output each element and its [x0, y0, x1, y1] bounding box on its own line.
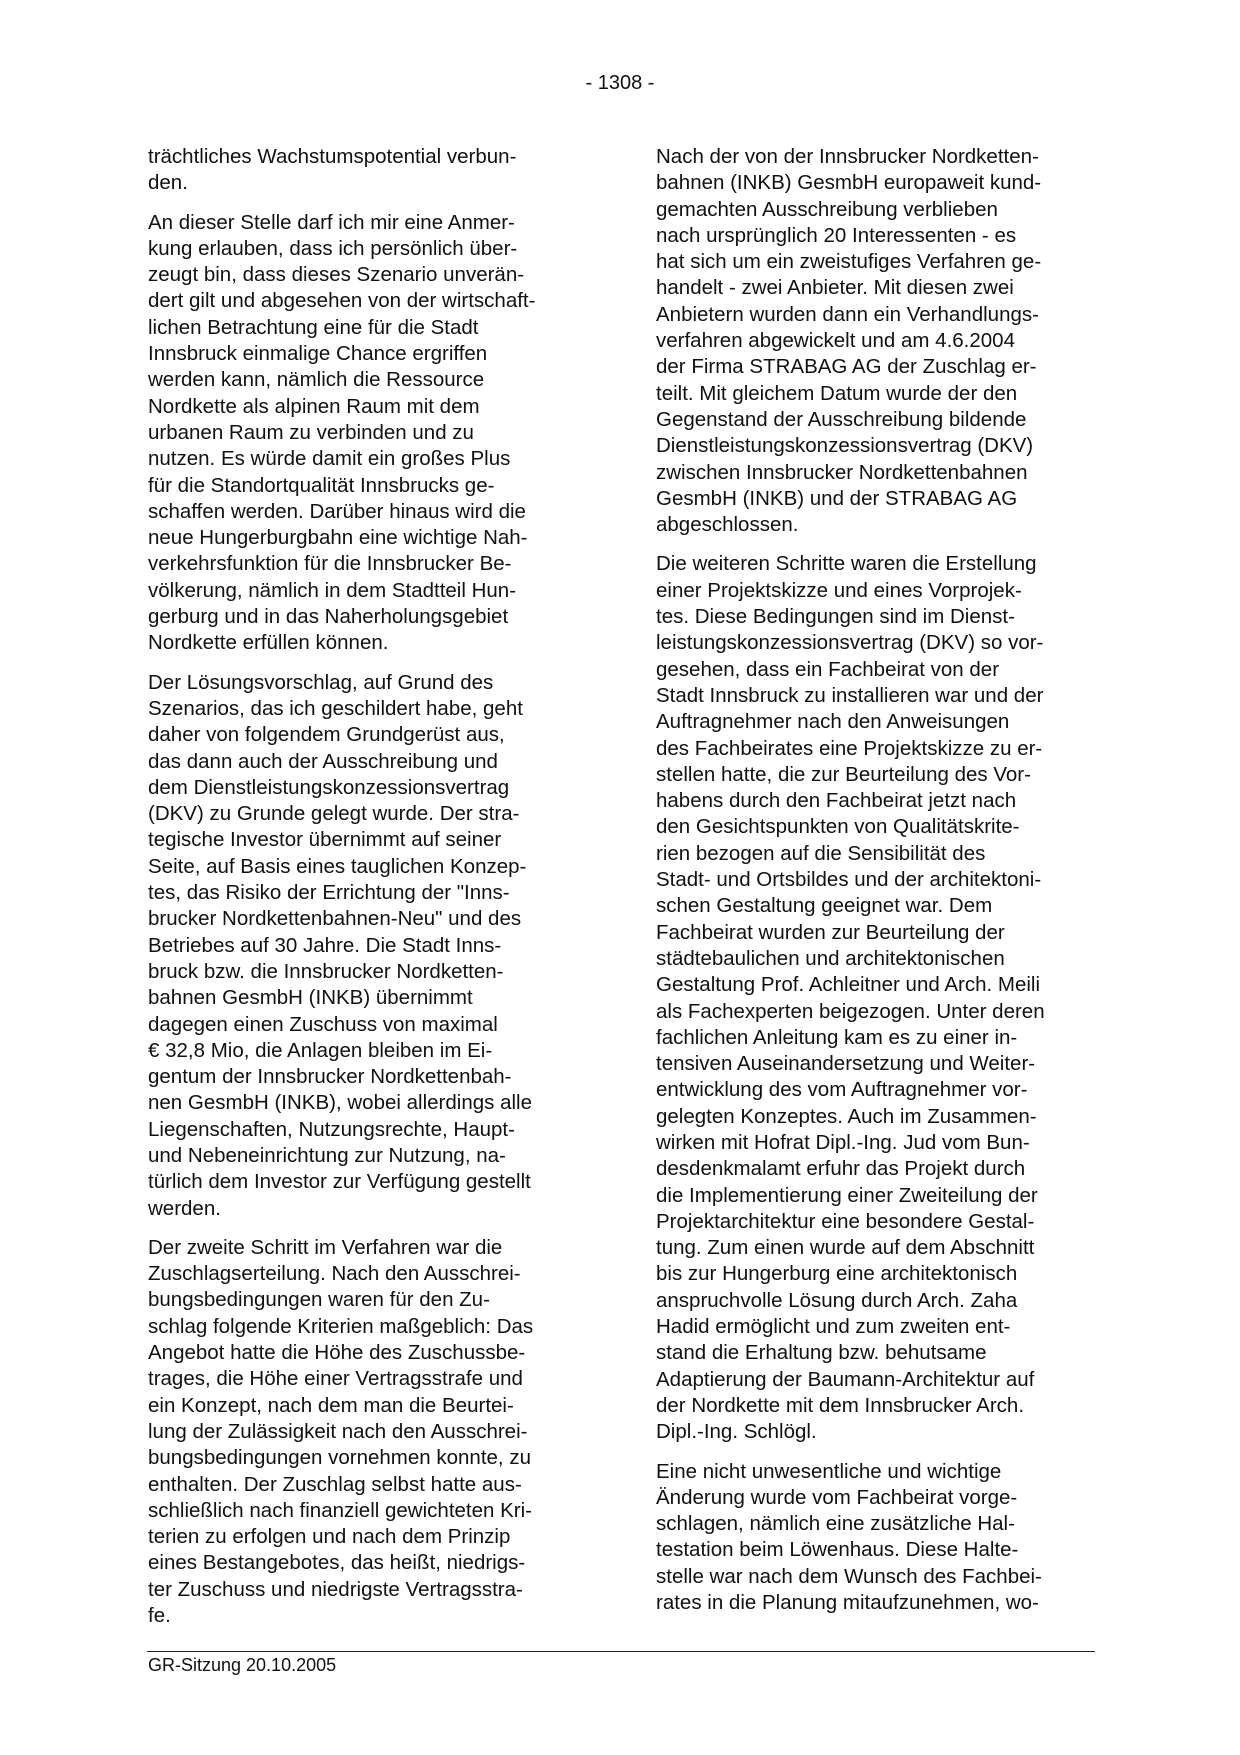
text-line: terien zu erfolgen und nach dem Prinzip [148, 1525, 511, 1549]
text-line: der Nordkette mit dem Innsbrucker Arch. [656, 1393, 1025, 1417]
text-line: Der Lösungsvorschlag, auf Grund des [148, 670, 494, 694]
text-line: als Fachexperten beigezogen. Unter deren [656, 999, 1045, 1023]
text-line: entwicklung des vom Auftragnehmer vor- [656, 1078, 1028, 1102]
text-line: bahnen GesmbH (INKB) übernimmt [148, 986, 473, 1010]
paragraph [656, 551, 1106, 1445]
text-line: das dann auch der Ausschreibung und [148, 749, 498, 773]
text-line: leistungskonzessionsvertrag (DKV) so vor- [656, 631, 1044, 655]
text-line: lichen Betrachtung eine für die Stadt [148, 315, 479, 339]
text-line: Szenarios, das ich geschildert habe, geht [148, 696, 523, 720]
text-line: gemachten Ausschreibung verblieben [656, 197, 998, 221]
text-line: zwischen Innsbrucker Nordkettenbahnen [656, 460, 1028, 484]
text-line: urbanen Raum zu verbinden und zu [148, 420, 474, 444]
text-line: rien bezogen auf die Sensibilität des [656, 841, 986, 865]
paragraph [148, 670, 598, 1222]
text-line: tegische Investor übernimmt auf seiner [148, 828, 502, 852]
text-line: gesehen, dass ein Fachbeirat von der [656, 657, 1000, 681]
left-column [148, 144, 598, 1642]
text-line: tensiven Auseinandersetzung und Weiter- [656, 1052, 1036, 1076]
footer-text: GR-Sitzung 20.10.2005 [148, 1655, 337, 1675]
text-line: den. [148, 171, 188, 195]
text-line: Dienstleistungskonzessionsvertrag (DKV) [656, 434, 1034, 458]
text-line: rates in die Planung mitaufzunehmen, wo- [656, 1591, 1039, 1615]
text-line: € 32,8 Mio, die Anlagen bleiben im Ei- [148, 1038, 493, 1062]
text-line: enthalten. Der Zuschlag selbst hatte aus- [148, 1472, 522, 1496]
text-line: nutzen. Es würde damit ein großes Plus [148, 447, 511, 471]
text-line: dem Dienstleistungskonzessionsvertrag [148, 775, 510, 799]
text-line: gelegten Konzeptes. Auch im Zusammen- [656, 1104, 1037, 1128]
text-line: wirken mit Hofrat Dipl.-Ing. Jud vom Bun- [656, 1130, 1030, 1154]
text-line: Stadt- und Ortsbildes und der architektoni- [656, 868, 1042, 892]
text-line: Adaptierung der Baumann-Architektur auf [656, 1367, 1035, 1391]
paragraph [656, 1459, 1106, 1617]
text-line: völkerung, nämlich in dem Stadtteil Hun- [148, 578, 517, 602]
text-line: Änderung wurde vom Fachbeirat vorge- [656, 1485, 1018, 1509]
text-line: türlich dem Investor zur Verfügung gestellt [148, 1170, 531, 1194]
paragraph [148, 210, 598, 657]
text-line: schen Gestaltung geeignet war. Dem [656, 894, 993, 918]
text-line: kung erlauben, dass ich persönlich über- [148, 236, 518, 260]
text-line: stand die Erhaltung bzw. behutsame [656, 1341, 987, 1365]
paragraph [148, 1235, 598, 1629]
text-line: bungsbedingungen vornehmen konnte, zu [148, 1446, 531, 1470]
text-line: städtebaulichen und architektonischen [656, 946, 1005, 970]
text-line: Seite, auf Basis eines tauglichen Konzep- [148, 854, 527, 878]
text-line: schlag folgende Kriterien maßgeblich: Das [148, 1314, 534, 1338]
text-line: gerburg und in das Naherholungsgebiet [148, 605, 509, 629]
text-line: nach ursprünglich 20 Interessenten - es [656, 223, 1017, 247]
text-line: Der zweite Schritt im Verfahren war die [148, 1235, 503, 1259]
text-line: Liegenschaften, Nutzungsrechte, Haupt- [148, 1117, 515, 1141]
text-line: für die Standortqualität Innsbrucks ge- [148, 473, 495, 497]
text-line: stellen hatte, die zur Beurteilung des Vor- [656, 762, 1031, 786]
text-line: Fachbeirat wurden zur Beurteilung der [656, 920, 1005, 944]
text-line: desdenkmalamt erfuhr das Projekt durch [656, 1157, 1026, 1181]
text-line: testation beim Löwenhaus. Diese Halte- [656, 1538, 1019, 1562]
text-line: werden. [148, 1196, 221, 1220]
text-line: bis zur Hungerburg eine architektonisch [656, 1262, 1018, 1286]
text-line: Anbietern wurden dann ein Verhandlungs- [656, 302, 1039, 326]
text-line: lung der Zulässigkeit nach den Ausschrei- [148, 1419, 528, 1443]
text-line: ter Zuschuss und niedrigste Vertragsstra- [148, 1577, 523, 1601]
text-line: trages, die Höhe einer Vertragsstrafe und [148, 1367, 523, 1391]
text-line: Die weiteren Schritte waren die Erstellung [656, 552, 1037, 576]
text-line: zeugt bin, dass dieses Szenario unverän- [148, 263, 525, 287]
text-line: verkehrsfunktion für die Innsbrucker Be- [148, 552, 512, 576]
text-line: Stadt Innsbruck zu installieren war und der [656, 683, 1044, 707]
text-line: brucker Nordkettenbahnen-Neu" und des [148, 907, 522, 931]
text-line: habens durch den Fachbeirat jetzt nach [656, 789, 1017, 813]
text-line: Gegenstand der Ausschreibung bildende [656, 407, 1027, 431]
text-line: Eine nicht unwesentliche und wichtige [656, 1459, 1002, 1483]
text-line: Angebot hatte die Höhe des Zuschussbe- [148, 1341, 526, 1365]
right-column [656, 144, 1106, 1629]
text-line: bahnen (INKB) GesmbH europaweit kund- [656, 171, 1042, 195]
text-line: Nach der von der Innsbrucker Nordketten- [656, 145, 1039, 168]
text-line: des Fachbeirates eine Projektskizze zu er- [656, 736, 1043, 760]
text-line: dagegen einen Zuschuss von maximal [148, 1012, 498, 1036]
text-line: stelle war nach dem Wunsch des Fachbei- [656, 1564, 1042, 1588]
text-line: den Gesichtspunkten von Qualitätskrite- [656, 815, 1020, 839]
text-line: schlagen, nämlich eine zusätzliche Hal- [656, 1512, 1015, 1536]
text-line: der Firma STRABAG AG der Zuschlag er- [656, 355, 1037, 379]
text-line: eines Bestangebotes, das heißt, niedrigs- [148, 1551, 526, 1575]
text-line: die Implementierung einer Zweiteilung der [656, 1183, 1038, 1207]
text-line: werden kann, nämlich die Ressource [148, 368, 485, 392]
text-line: GesmbH (INKB) und der STRABAG AG [656, 486, 1018, 510]
text-line: daher von folgendem Grundgerüst aus, [148, 723, 505, 747]
text-line: bruck bzw. die Innsbrucker Nordketten- [148, 959, 504, 983]
text-line: nen GesmbH (INKB), wobei allerdings alle [148, 1091, 532, 1115]
text-line: (DKV) zu Grunde gelegt wurde. Der stra- [148, 802, 520, 826]
text-line: Gestaltung Prof. Achleitner und Arch. Meili [656, 973, 1041, 997]
text-line: anspruchvolle Lösung durch Arch. Zaha [656, 1288, 1018, 1312]
text-line: dert gilt und abgesehen von der wirtschaft- [148, 289, 536, 313]
text-line: bungsbedingungen waren für den Zu- [148, 1288, 490, 1312]
footer-divider [147, 1651, 1095, 1652]
text-line: teilt. Mit gleichem Datum wurde der den [656, 381, 1018, 405]
text-line: Dipl.-Ing. Schlögl. [656, 1420, 817, 1444]
text-line: einer Projektskizze und eines Vorprojek- [656, 578, 1022, 602]
paragraph [656, 144, 1106, 538]
text-line: schließlich nach finanziell gewichteten Kri- [148, 1498, 532, 1522]
text-line: hat sich um ein zweistufiges Verfahren ge- [656, 250, 1042, 274]
text-line: Nordkette als alpinen Raum mit dem [148, 394, 480, 418]
text-line: tes. Diese Bedingungen sind im Dienst- [656, 605, 1015, 629]
text-line: gentum der Innsbrucker Nordkettenbah- [148, 1065, 512, 1089]
text-line: Innsbruck einmalige Chance ergriffen [148, 342, 488, 366]
text-line: und Nebeneinrichtung zur Nutzung, na- [148, 1143, 506, 1167]
text-line: fachlichen Anleitung kam es zu einer in- [656, 1025, 1018, 1049]
text-line: ein Konzept, nach dem man die Beurtei- [148, 1393, 514, 1417]
text-line: tung. Zum einen wurde auf dem Abschnitt [656, 1236, 1035, 1260]
text-line: An dieser Stelle darf ich mir eine Anmer- [148, 210, 515, 234]
text-line: Hadid ermöglicht und zum zweiten ent- [656, 1315, 1011, 1339]
paragraph [148, 144, 598, 197]
text-line: Auftragnehmer nach den Anweisungen [656, 710, 1010, 734]
text-line: Betriebes auf 30 Jahre. Die Stadt Inns- [148, 933, 502, 957]
text-line: Nordkette erfüllen können. [148, 631, 389, 655]
text-line: fe. [148, 1604, 171, 1628]
text-line: abgeschlossen. [656, 513, 799, 537]
text-line: tes, das Risiko der Errichtung der "Inns- [148, 881, 510, 905]
text-line: handelt - zwei Anbieter. Mit diesen zwei [656, 276, 1014, 300]
text-line: Zuschlagserteilung. Nach den Ausschrei- [148, 1262, 521, 1286]
text-line: verfahren abgewickelt und am 4.6.2004 [656, 329, 1015, 353]
text-line: trächtliches Wachstumspotential verbun- [148, 145, 517, 168]
page-number: - 1308 - [585, 72, 655, 94]
text-line: neue Hungerburgbahn eine wichtige Nah- [148, 526, 528, 550]
text-line: schaffen werden. Darüber hinaus wird die [148, 499, 526, 523]
text-line: Projektarchitektur eine besondere Gestal- [656, 1209, 1035, 1233]
